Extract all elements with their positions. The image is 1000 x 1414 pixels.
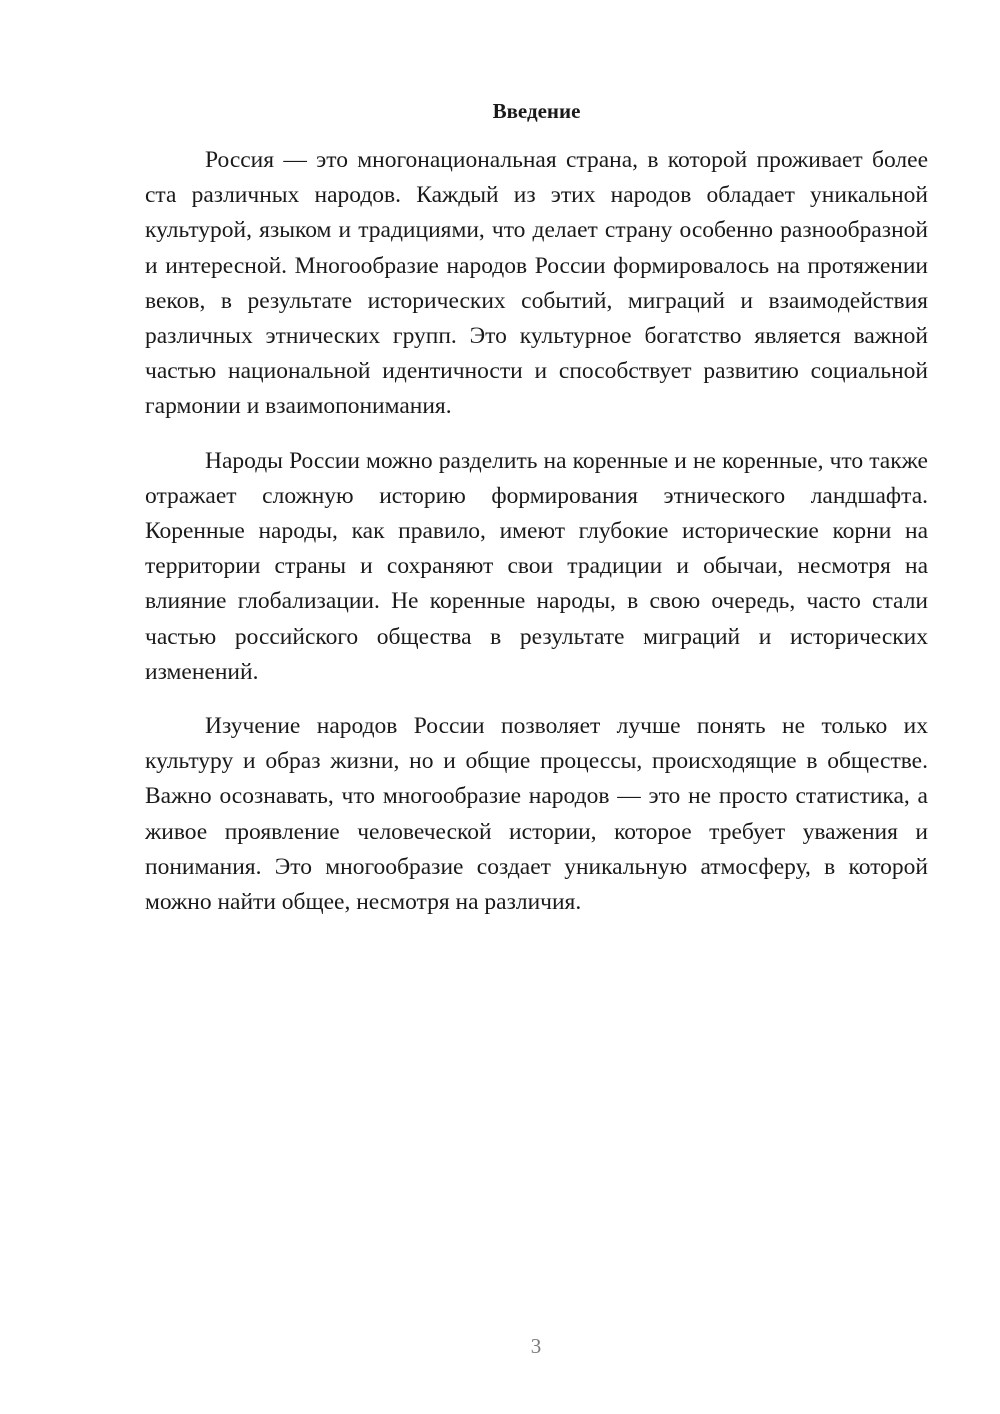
paragraph-1: Россия — это многонациональная страна, в которой проживает более ста различных народов. Каждый из этих народов обладает уникальной культурой, языком и традициями, что делает страну особенно разнообразной и интересной. Многообразие народов России формировалось на протяжении веков, в результате исторических событий, миграций и взаимодействия различных этнических групп. Это культурное богатство является важной частью национальной идентичности и способствует развитию социальной гармонии и взаимопонимания. bbox=[145, 147, 928, 420]
section-title: Введение bbox=[492, 99, 581, 123]
paragraph-2: Народы России можно разделить на коренные и не коренные, что также отражает сложную историю формирования этнического ландшафта. Коренные народы, как правило, имеют глубокие исторические корни на территории страны и сохраняют свои традиции и обычаи, несмотря на влияние глобализации. Не коренные народы, в свою очередь, часто стали частью российского общества в результате миграций и исторических изменений. bbox=[145, 447, 928, 685]
page-number: 3 bbox=[530, 1334, 542, 1358]
paragraph-3: Изучение народов России позволяет лучше понять не только их культуру и образ жизни, но и общие процессы, происходящие в обществе. Важно осознавать, что многообразие народов — это не просто статистика, а живое проявление человеческой истории, которое требует уважения и понимания. Это многообразие создает уникальную атмосферу, в которой можно найти общее, несмотря на различия. bbox=[145, 713, 928, 916]
body-text bbox=[145, 143, 928, 939]
